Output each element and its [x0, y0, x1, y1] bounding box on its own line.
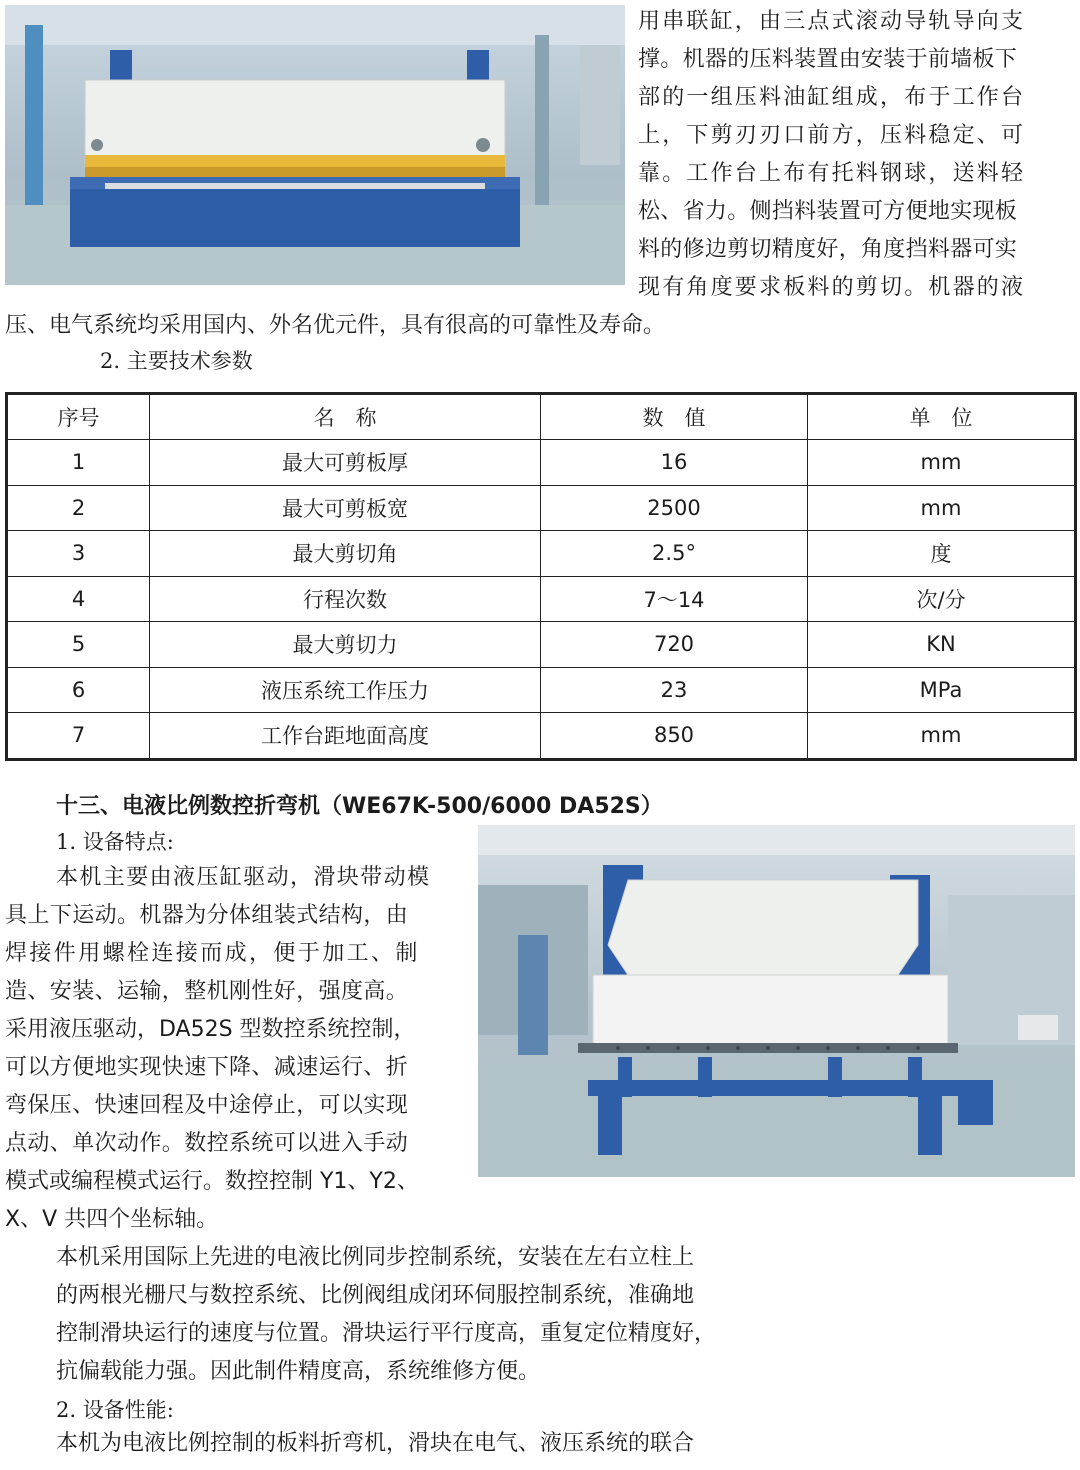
table-cell: 3 — [7, 531, 150, 577]
section13-sub1: 1. 设备特点: — [56, 830, 174, 854]
table-cell: 5 — [7, 622, 150, 668]
table-cell: 6 — [7, 667, 150, 713]
section13-para2-line: 的两根光栅尺与数控系统、比例阀组成闭环伺服控制系统，准确地 — [56, 1283, 695, 1308]
table-cell: 7 — [7, 713, 150, 760]
table-cell: 2 — [7, 485, 150, 531]
table-cell: 最大可剪板宽 — [150, 485, 541, 531]
section13-para1-line: 焊接件用螺栓连接而成，便于加工、制 — [5, 941, 420, 966]
table-cell: KN — [808, 622, 1076, 668]
section13-para1-line: 点动、单次动作。数控系统可以进入手动 — [5, 1131, 409, 1156]
section13-para1-line: 采用液压驱动，DA52S 型数控系统控制， — [5, 1017, 416, 1042]
top-paragraph-line: 撑。机器的压料装置由安装于前墙板下 — [638, 47, 1018, 72]
section13-para2-line: 控制滑块运行的速度与位置。滑块运行平行度高，重复定位精度好， — [56, 1321, 717, 1346]
table-cell: 液压系统工作压力 — [150, 667, 541, 713]
top-paragraph-line: 用串联缸，由三点式滚动导轨导向支 — [638, 9, 1026, 34]
header-cell: 数 值 — [541, 394, 808, 440]
table-cell: 2.5° — [541, 531, 808, 577]
shearing-machine-illustration — [5, 5, 625, 285]
table-row — [7, 622, 1076, 668]
section13-para3-line: 本机为电液比例控制的板料折弯机，滑块在电气、液压系统的联合 — [56, 1431, 695, 1456]
table-cell: 最大剪切角 — [150, 531, 541, 577]
top-paragraph-line: 料的修边剪切精度好，角度挡料器可实 — [638, 237, 1018, 262]
top-paragraph-line: 上，下剪刃刃口前方，压料稳定、可 — [638, 123, 1026, 148]
section13-para1-line: 可以方便地实现快速下降、减速运行、折 — [5, 1055, 409, 1080]
section13-para1-line: X、V 共四个坐标轴。 — [5, 1207, 219, 1232]
table-row — [7, 667, 1076, 713]
table-cell: 720 — [541, 622, 808, 668]
table-cell: 次/分 — [808, 576, 1076, 622]
section13-para2-line: 本机采用国际上先进的电液比例同步控制系统，安装在左右立柱上 — [56, 1245, 695, 1270]
table-row — [7, 713, 1076, 760]
top-paragraph-line: 部的一组压料油缸组成，布于工作台 — [638, 85, 1026, 110]
shearing-machine-photo — [5, 5, 625, 285]
top-paragraph-line: 松、省力。侧挡料装置可方便地实现板 — [638, 199, 1018, 224]
section13-sub2: 2. 设备性能: — [56, 1398, 174, 1422]
table-row — [7, 576, 1076, 622]
table-cell: 2500 — [541, 485, 808, 531]
table-cell: 23 — [541, 667, 808, 713]
table-row — [7, 531, 1076, 577]
header-cell: 名 称 — [150, 394, 541, 440]
spec-table — [5, 392, 1077, 761]
table-cell: 行程次数 — [150, 576, 541, 622]
table-cell: 7～14 — [541, 576, 808, 622]
header-cell: 单 位 — [808, 394, 1076, 440]
table-cell: 4 — [7, 576, 150, 622]
table-cell: 850 — [541, 713, 808, 760]
section13-para1-line: 弯保压、快速回程及中途停止，可以实现 — [5, 1093, 409, 1118]
table-row — [7, 485, 1076, 531]
table-cell: mm — [808, 440, 1076, 486]
table-cell: mm — [808, 485, 1076, 531]
table-cell: 度 — [808, 531, 1076, 577]
header-cell: 序号 — [7, 394, 150, 440]
table-cell: 最大剪切力 — [150, 622, 541, 668]
top-paragraph-line: 靠。工作台上布有托料钢球，送料轻 — [638, 161, 1026, 186]
press-brake-illustration — [478, 825, 1075, 1177]
top-paragraph-line: 现有角度要求板料的剪切。机器的液 — [638, 275, 1026, 300]
table-cell: 1 — [7, 440, 150, 486]
press-brake-photo — [478, 825, 1075, 1177]
table-cell: mm — [808, 713, 1076, 760]
section13-para1-line: 模式或编程模式运行。数控控制 Y1、Y2、 — [5, 1169, 419, 1194]
table-cell: 工作台距地面高度 — [150, 713, 541, 760]
section13-title: 十三、电液比例数控折弯机（WE67K-500/6000 DA52S） — [56, 794, 663, 819]
section13-para2-line: 抗偏载能力强。因此制件精度高，系统维修方便。 — [56, 1359, 541, 1384]
section13-para1-line: 具上下运动。机器为分体组装式结构，由 — [5, 903, 409, 928]
section2-title: 2. 主要技术参数 — [100, 349, 253, 373]
table-cell: 16 — [541, 440, 808, 486]
table-cell: MPa — [808, 667, 1076, 713]
section13-para1-line: 本机主要由液压缸驱动，滑块带动模 — [56, 865, 431, 890]
section13-para1-line: 造、安装、运输，整机刚性好，强度高。 — [5, 979, 409, 1004]
table-cell: 最大可剪板厚 — [150, 440, 541, 486]
table-header-row — [7, 394, 1076, 440]
top-paragraph-full-line: 压、电气系统均采用国内、外名优元件，具有很高的可靠性及寿命。 — [5, 313, 666, 338]
table-row — [7, 440, 1076, 486]
